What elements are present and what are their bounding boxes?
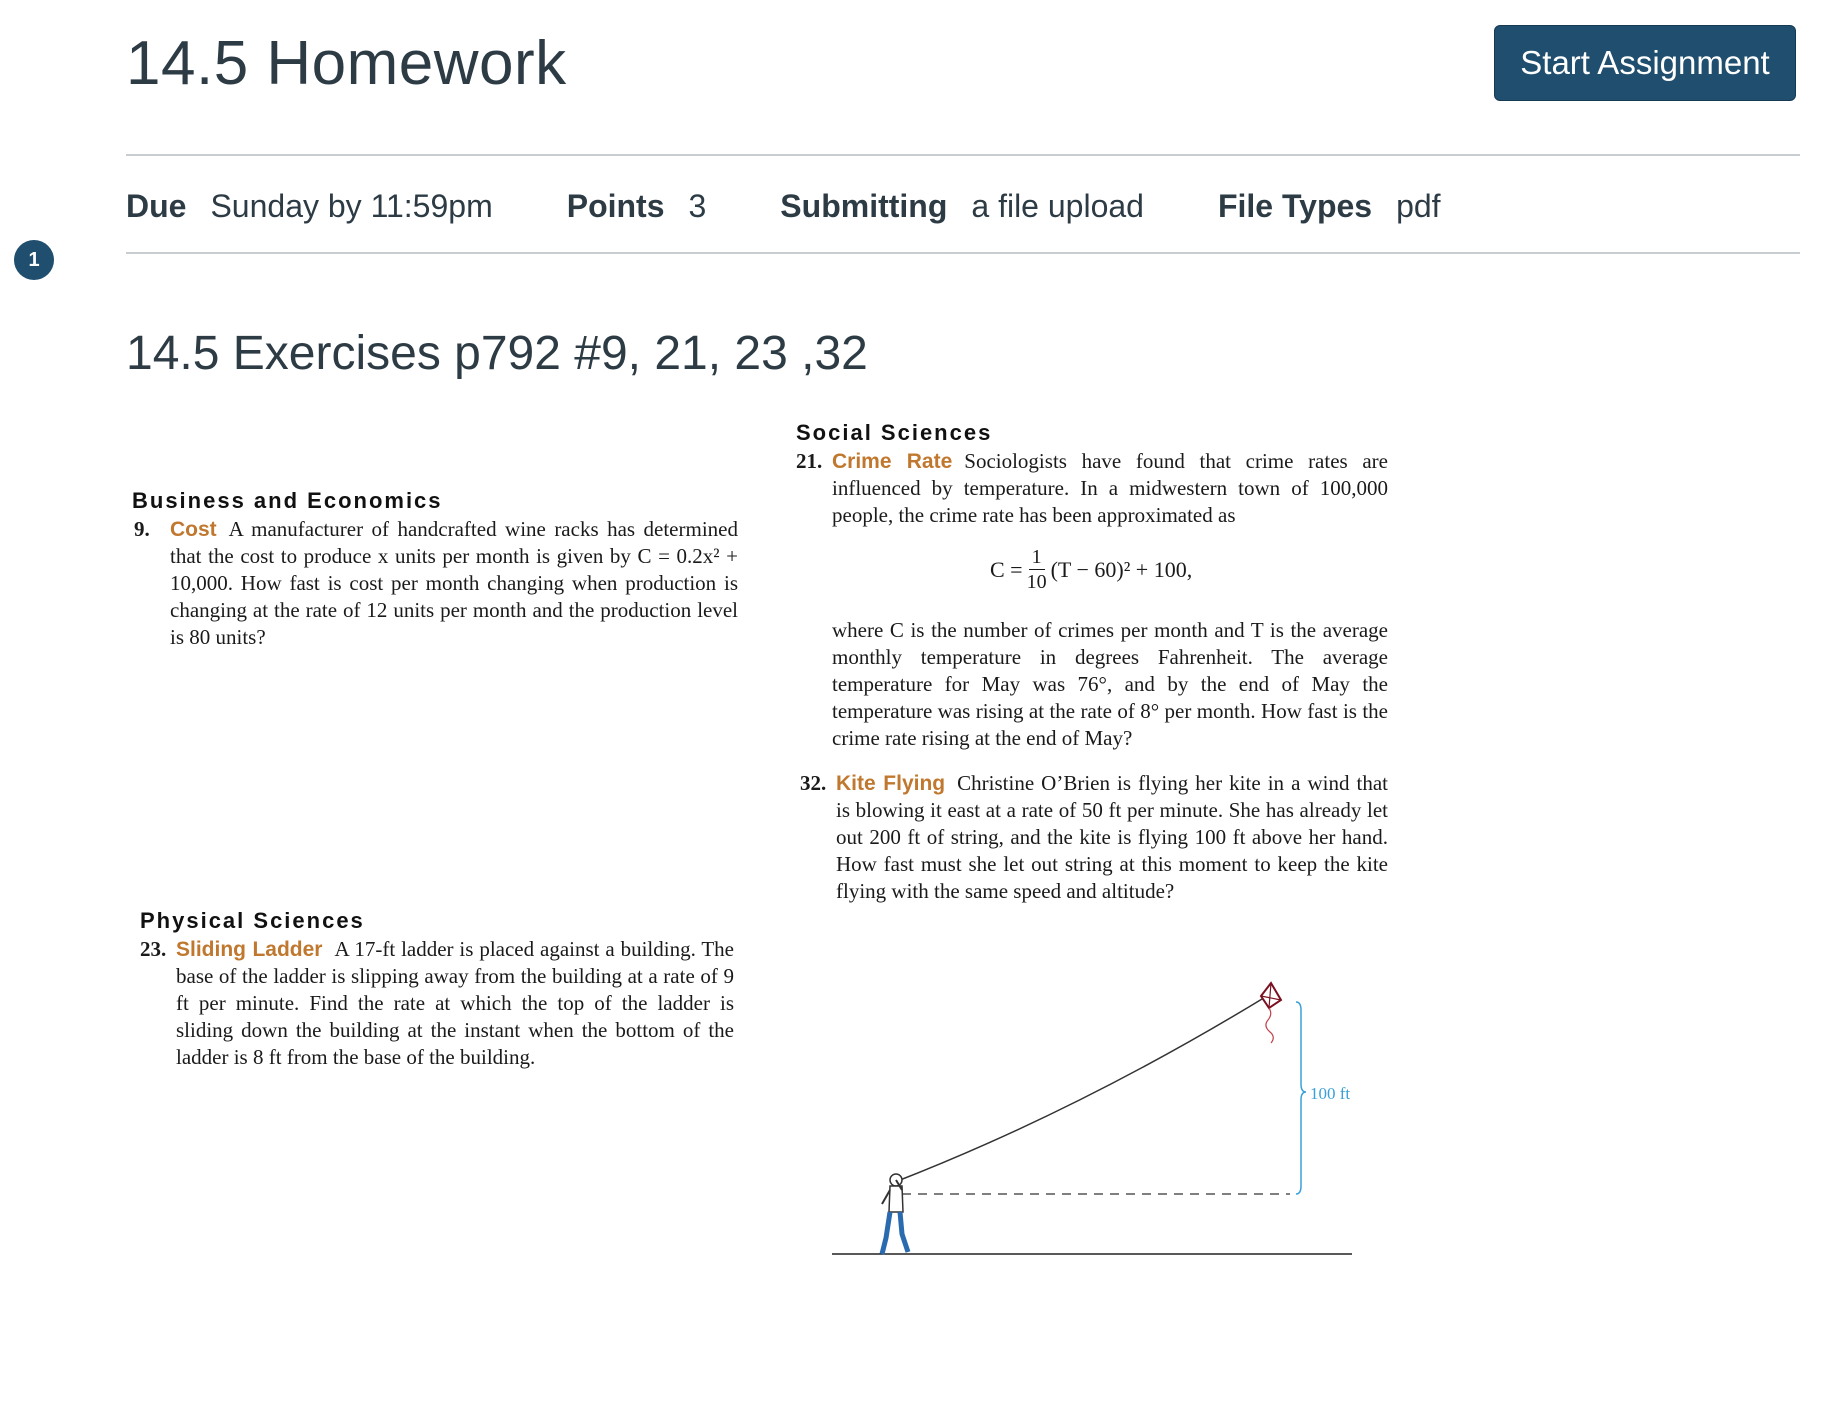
problem-text: Christine O’Brien is flying her kite in a wind that is blowing it east at a rate of 50 ft per minute. She has already let out 200 ft of string, and the kite is flying 100 ft above her hand. How fast must she let out string at this moment to keep the kite flying with the same speed and altitude? — [836, 771, 1388, 903]
due-value: Sunday by 11:59pm — [210, 187, 493, 224]
file-types-label: File Types — [1217, 187, 1373, 224]
notification-badge[interactable]: 1 — [14, 240, 54, 280]
height-bracket — [1296, 1002, 1306, 1194]
page-title: 14.5 Homework — [126, 29, 567, 98]
problem-number: 9. — [134, 517, 150, 541]
problem-text: Sociologists have found that crime rates are influenced by temperature. In a midwestern town of 100,000 people, the crime rate has been approximated as — [832, 449, 1388, 527]
height-label: 100 ft — [1310, 1084, 1351, 1103]
crime-rate-formula — [990, 545, 1192, 594]
due-label: Due — [126, 187, 187, 224]
problem-keyword: Cost — [170, 518, 217, 541]
divider-top — [126, 154, 1800, 156]
problem-keyword: Sliding Ladder — [176, 938, 323, 961]
formula-rhs: (T − 60)² + 100, — [1050, 556, 1193, 582]
problem-32 — [800, 770, 1388, 905]
problem-23 — [140, 936, 734, 1071]
exercises-heading: 14.5 Exercises p792 #9, 21, 23 ,32 — [126, 327, 868, 380]
divider-bottom — [126, 252, 1800, 254]
problem-9 — [134, 516, 738, 651]
problem-text: A 17-ft ladder is placed against a building. The base of the ladder is slipping away from the building at a rate of 9 ft per minute. Find the rate at which the top of the ladder is sliding down the building at the instant when the bottom of the ladder is 8 ft from the base of the building. — [176, 937, 734, 1069]
problem-21 — [796, 448, 1388, 529]
points-label: Points — [566, 187, 665, 224]
formula-denominator: 10 — [1026, 571, 1047, 593]
person-icon — [882, 1174, 908, 1254]
formula-fraction — [1027, 545, 1047, 594]
section-physical: Physical Sciences — [140, 908, 365, 933]
kite-icon — [1261, 983, 1281, 1043]
problem-keyword: Crime Rate — [832, 450, 953, 473]
section-business: Business and Economics — [132, 488, 443, 513]
formula-numerator: 1 — [1029, 545, 1045, 570]
submitting-value: a file upload — [971, 187, 1144, 224]
submitting-label: Submitting — [780, 187, 948, 224]
problem-number: 32. — [800, 771, 827, 795]
points-value: 3 — [688, 187, 707, 224]
problem-number: 23. — [140, 937, 167, 961]
section-social: Social Sciences — [796, 420, 993, 445]
problem-21-continued: where C is the number of crimes per month and T is the average monthly temperature in degrees Fahrenheit. The average temperature for May was 76°, and by the end of May the temperature was rising at the rate of 8° per month. How fast is the crime rate rising at the end of May? — [832, 618, 1388, 750]
start-assignment-button[interactable]: Start Assignment — [1494, 25, 1796, 101]
file-types-value: pdf — [1396, 187, 1441, 224]
problem-text: A manufacturer of handcrafted wine racks has determined that the cost to produce x units per month is given by C = 0.2x² + 10,000. How fast is cost per month changing when production is changing at the rate of 12 units per month and the production level is 80 units? — [170, 517, 738, 649]
assignment-details — [126, 182, 1515, 230]
formula-lhs: C = — [990, 556, 1023, 582]
problem-keyword: Kite Flying — [836, 772, 946, 795]
problem-number: 21. — [796, 449, 823, 473]
kite-figure — [820, 980, 1380, 1260]
kite-string — [895, 996, 1267, 1182]
